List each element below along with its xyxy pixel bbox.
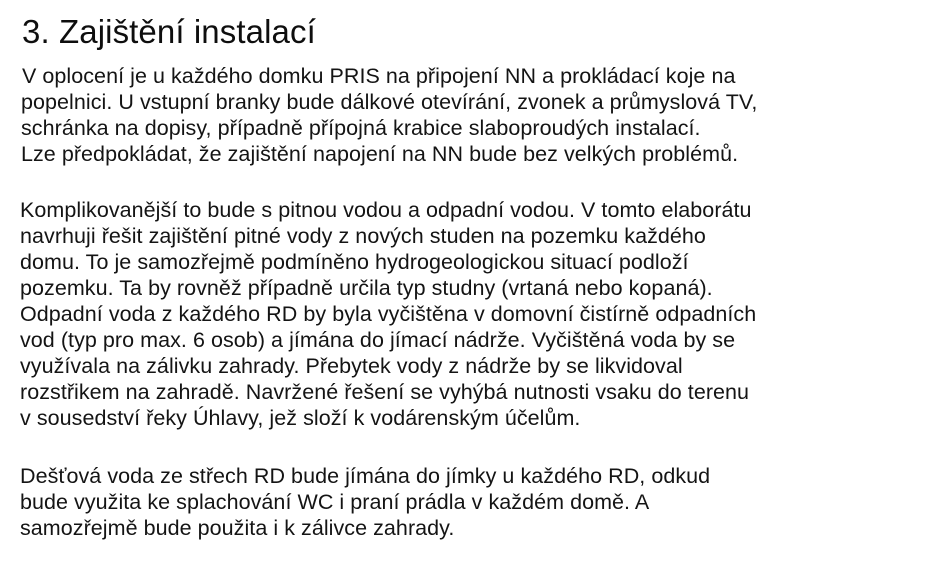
section-heading: 3. Zajištění instalací [22,13,316,50]
paragraph-3-line-2: bude využita ke splachování WC i praní prádla v každém domě. A [20,490,650,514]
paragraph-3-line-1: Dešťová voda ze střech RD bude jímána do jímky u každého RD, odkud [20,464,711,488]
paragraph-2-line-8: rozstřikem na zahradě. Navržené řešení se vyhýbá nutnosti vsaku do terenu [20,380,750,404]
paragraph-1-line-1: V oplocení je u každého domku PRIS na připojení NN a prokládací koje na [22,64,736,88]
paragraph-2-line-9: v sousedství řeky Úhlavy, jež složí k vodárenským účelům. [20,406,581,430]
paragraph-3-line-3: samozřejmě bude použita i k zálivce zahrady. [20,516,455,540]
paragraph-2-line-3: domu. To je samozřejmě podmíněno hydrogeologickou situací podloží [20,250,689,274]
paragraph-1-line-2: popelnici. U vstupní branky bude dálkové otevírání, zvonek a průmyslová TV, [21,90,758,114]
paragraph-2-line-5: Odpadní voda z každého RD by byla vyčištěna v domovní čistírně odpadních [20,302,757,326]
paragraph-1-line-4: Lze předpokládat, že zajištění napojení na NN bude bez velkých problémů. [21,142,739,166]
paragraph-2-line-1: Komplikovanější to bude s pitnou vodou a odpadní vodou. V tomto elaborátu [20,198,752,222]
paragraph-2-line-4: pozemku. Ta by rovněž případně určila typ studny (vrtaná nebo kopaná). [20,276,713,300]
paragraph-2-line-6: vod (typ pro max. 6 osob) a jímána do jímací nádrže. Vyčištěná voda by se [20,328,736,352]
paragraph-2-line-7: využívala na zálivku zahrady. Přebytek vody z nádrže by se likvidoval [20,354,683,378]
paragraph-2-line-2: navrhuji řešit zajištění pitné vody z nových studen na pozemku každého [20,224,706,248]
paragraph-1-line-3: schránka na dopisy, případně přípojná krabice slaboproudých instalací. [21,116,701,140]
